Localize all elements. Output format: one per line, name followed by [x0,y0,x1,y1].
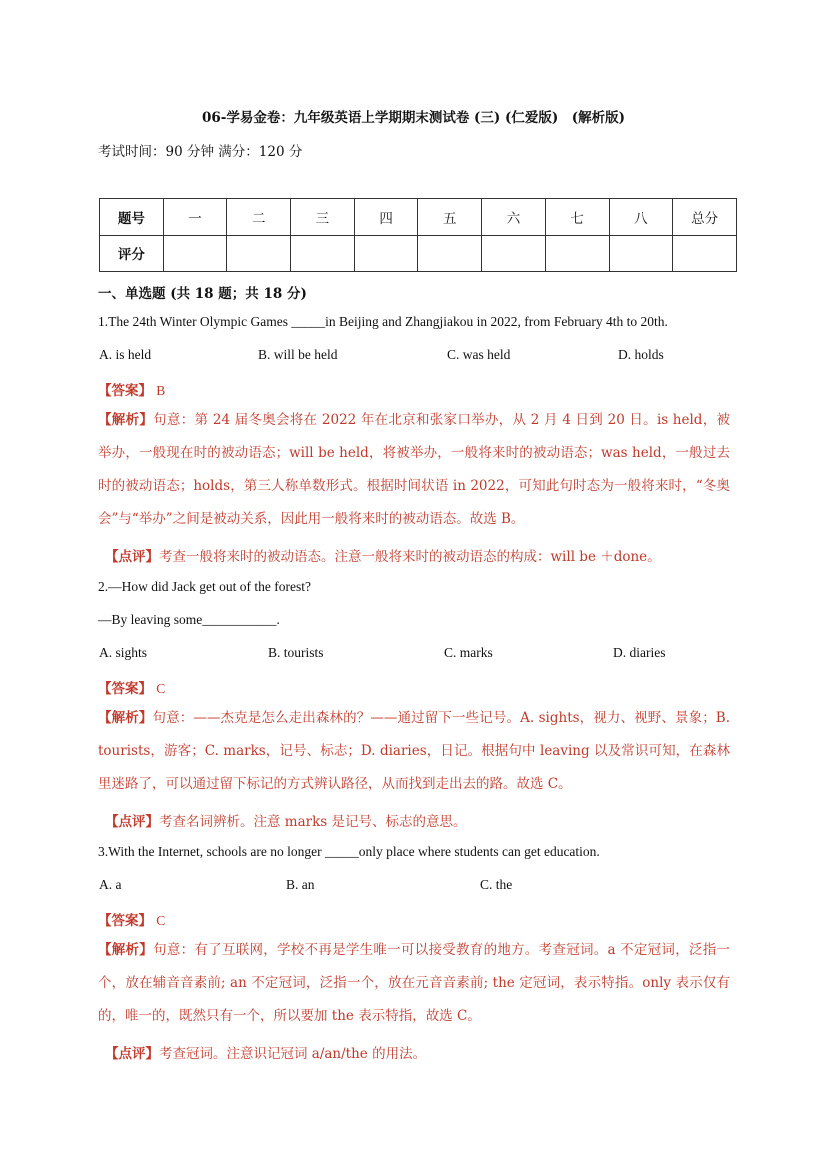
table-cell: 五 [418,199,482,236]
question-1-option-d: D. holds [618,347,664,362]
analysis-text: 句意：有了互联网，学校不再是学生唯一可以接受教育的地方。考查冠词。a 不定冠词，泛指一个，放在辅音音素前; an 不定冠词，泛指一个，放在元音音素前; the 定冠词，表示特指。only 表示仅有的，唯一的，既然只有一个，所以要加 the 表示特指，故选 C。 [98,942,731,1024]
exam-info: 考试时间：90 分钟 满分：120 分 [98,144,303,160]
question-2-option-b: B. tourists [268,645,324,660]
question-3-option-c: C. the [480,877,513,892]
question-2-option-d: D. diaries [613,645,666,660]
table-cell: 总分 [673,199,737,236]
table-cell: 八 [609,199,673,236]
question-2-answer [98,677,165,697]
table-cell-empty [163,235,227,272]
comment-text: 考查一般将来时的被动语态。注意一般将来时的被动语态的构成：will be ＋done。 [159,549,661,565]
score-table [99,198,737,272]
question-1-analysis [98,404,730,536]
table-cell: 六 [482,199,546,236]
table-cell-empty [609,235,673,272]
comment-text: 考查名词辨析。注意 marks 是记号、标志的意思。 [159,814,467,830]
analysis-text: 句意：——杰克是怎么走出森林的？——通过留下一些记号。A. sights，视力、视野、景象；B. tourists，游客；C. marks，记号、标志；D. diaries，日记。根据句中 leaving 以及常识可知，在森林里迷路了，可以通过留下标记的方式辨认路径，从而找到走出去的路。故选 C。 [98,710,731,792]
analysis-tag: 【解析】 [98,710,153,726]
table-cell: 二 [227,199,291,236]
comment-tag: 【点评】 [105,814,159,830]
question-2-comment [105,810,467,830]
question-3-option-b: B. an [286,877,315,892]
table-cell-empty [227,235,291,272]
answer-tag: 【答案】 [98,383,152,399]
table-cell-empty [482,235,546,272]
comment-tag: 【点评】 [105,549,159,565]
question-3-answer [98,909,165,929]
table-cell: 七 [545,199,609,236]
table-cell: 三 [291,199,355,236]
analysis-tag: 【解析】 [98,412,154,428]
question-3-comment [105,1042,426,1062]
table-cell: 评分 [100,235,164,272]
answer-tag: 【答案】 [98,681,152,697]
table-cell: 题号 [100,199,164,236]
question-2-stem-line2: —By leaving some___________. [98,612,280,627]
question-3-option-a: A. a [99,877,122,892]
question-3-stem: 3.With the Internet, schools are no longer _____only place where students can get education. [98,844,600,859]
table-cell: 一 [163,199,227,236]
table-cell: 四 [354,199,418,236]
analysis-text: 句意：第 24 届冬奥会将在 2022 年在北京和张家口举办，从 2 月 4 日到 20 日。is held，被举办，一般现在时的被动语态；will be held，将被举办，一般将来时的被动语态；was held，一般过去时的被动语态；holds，第三人称单数形式。根据时间状语 in 2022，可知此句时态为一般将来时，“冬奥会”与“举办”之间是被动关系，因此用一般将来时的被动语态。故选 B。 [98,412,731,527]
question-3-analysis [98,934,730,1033]
question-1-option-c: C. was held [447,347,511,362]
section-heading: 一、单选题 (共 18 题；共 18 分) [98,286,307,302]
question-2-stem: 2.—How did Jack get out of the forest? [98,579,311,594]
question-1-option-b: B. will be held [258,347,338,362]
comment-text: 考查冠词。注意识记冠词 a/an/the 的用法。 [159,1046,427,1062]
document-title: 06-学易金卷：九年级英语上学期期末测试卷 (三) (仁爱版) (解析版) [201,110,626,126]
table-cell-empty [418,235,482,272]
answer-value: C [156,681,166,696]
question-1-answer [98,379,165,399]
table-cell-empty [291,235,355,272]
score-table-score-row [100,235,737,272]
answer-tag: 【答案】 [98,913,152,929]
table-cell-empty [545,235,609,272]
question-1-option-a: A. is held [99,347,152,362]
question-2-analysis [98,702,730,801]
analysis-tag: 【解析】 [98,942,154,958]
table-cell-empty [673,235,737,272]
answer-value: B [156,383,166,398]
comment-tag: 【点评】 [105,1046,159,1062]
score-table-header-row [100,199,737,236]
question-2-option-a: A. sights [99,645,148,660]
table-cell-empty [354,235,418,272]
question-1-stem: 1.The 24th Winter Olympic Games _____in Beijing and Zhangjiakou in 2022, from February 4th to 20th. [98,314,668,329]
question-2-option-c: C. marks [444,645,493,660]
answer-value: C [156,913,166,928]
question-1-comment [105,545,661,565]
